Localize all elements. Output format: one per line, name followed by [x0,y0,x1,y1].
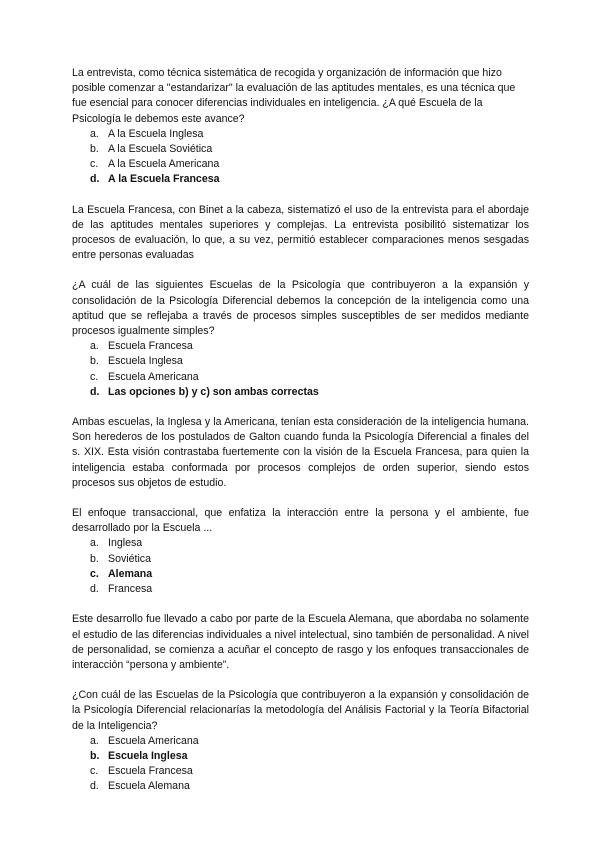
question-text: ¿Con cuál de las Escuelas de la Psicología que contribuyeron a la expansión y consolidación de la Psicología Diferencial relacionarías la metodología del Análisis Factorial y la Teoría Bifactorial de la Inteligencia? [72,689,529,732]
document-page [72,66,529,810]
explanation-text: Este desarrollo fue llevado a cabo por parte de la Escuela Alemana, que abordaba no solamente el estudio de las diferencias individuales a nivel intelectual, sino también de personalidad. A nivel de personalidad, se comienza a acuñar el concepto de rasgo y los enfoques transaccionales de interacción “persona y ambiente”. [72,613,529,671]
options-list [72,339,529,400]
explanation-text: Ambas escuelas, la Inglesa y la Americana, tenían esta consideración de la inteligencia humana. Son herederos de los postulados de Galton cuando funda la Psicología Diferencial a finales del s. XIX. Esta visión contrastaba fuertemente con la visión de la Escuela Francesa, para quien la inteligencia estaba conformada por procesos complejos de orden superior, siendo estos procesos sus objetos de estudio. [72,416,529,489]
option-c: c. Escuela Francesa [72,764,529,779]
option-a: a. Escuela Americana [72,734,529,749]
option-text: Escuela Alemana [108,780,190,793]
option-text: Escuela Francesa [108,340,193,353]
question-text: El enfoque transaccional, que enfatiza la interacción entre la persona y el ambiente, fue desarrollado por la Escuela ... [72,507,529,535]
explanation-block-2 [72,415,529,491]
option-text: Escuela Americana [108,370,199,383]
option-a: a. Inglesa [72,536,529,551]
option-text: Escuela Francesa [108,765,193,778]
option-b-correct: b. Escuela Inglesa [72,749,529,764]
option-c: c. A la Escuela Americana [72,157,529,172]
question-block-1 [72,66,529,188]
explanation-text: La Escuela Francesa, con Binet a la cabeza, sistematizó el uso de la entrevista para el abordaje de las aptitudes mentales superiores y complejas. La entrevista posibilitó sistematizar los procesos de evaluación, lo que, a su vez, permitió establecer comparaciones menos sesgadas entre personas evaluadas [72,203,529,262]
option-d: d. Escuela Alemana [72,779,529,794]
question-text: La entrevista, como técnica sistemática de recogida y organización de información que hizo posible comenzar a "estandarizar" la evaluación de las aptitudes mentales, es una técnica que fue esencial para conocer diferencias individuales en inteligencia. ¿A qué Escuela de la Psicología le debemos este avance? [72,67,516,125]
question-block-3 [72,506,529,597]
option-text: Inglesa [108,537,143,550]
option-text: Las opciones b) y c) son ambas correctas [108,385,319,398]
explanation-block-3 [72,612,529,673]
options-list [72,127,529,188]
option-a: a. A la Escuela Inglesa [72,127,529,142]
option-c-correct: c. Alemana [72,567,529,582]
question-block-4 [72,688,529,794]
question-block-2 [72,278,529,400]
option-text: A la Escuela Inglesa [108,127,204,140]
option-d-correct: d. A la Escuela Francesa [72,172,529,187]
options-list [72,734,529,795]
option-text: Soviética [108,552,151,565]
option-text: Alemana [108,567,153,580]
option-text: A la Escuela Soviética [108,143,213,156]
options-list [72,536,529,597]
option-text: Escuela Inglesa [108,355,183,368]
explanation-block-1 [72,203,529,264]
option-d: d. Francesa [72,582,529,597]
question-text: ¿A cuál de las siguientes Escuelas de la Psicología que contribuyeron a la expansión y consolidación de la Psicología Diferencial debemos la concepción de la inteligencia como una aptitud que se reflejaba a través de procesos simples susceptibles de ser medidos mediante procesos igualmente simples? [72,279,529,338]
option-text: A la Escuela Americana [108,158,220,171]
option-text: Escuela Americana [108,734,199,747]
option-d-correct: d. Las opciones b) y c) son ambas correctas [72,385,529,400]
option-text: A la Escuela Francesa [108,173,220,186]
option-a: a. Escuela Francesa [72,339,529,354]
option-b: b. A la Escuela Soviética [72,142,529,157]
option-c: c. Escuela Americana [72,370,529,385]
option-b: b. Soviética [72,552,529,567]
option-b: b. Escuela Inglesa [72,354,529,369]
option-text: Escuela Inglesa [108,749,188,762]
option-text: Francesa [108,583,153,596]
